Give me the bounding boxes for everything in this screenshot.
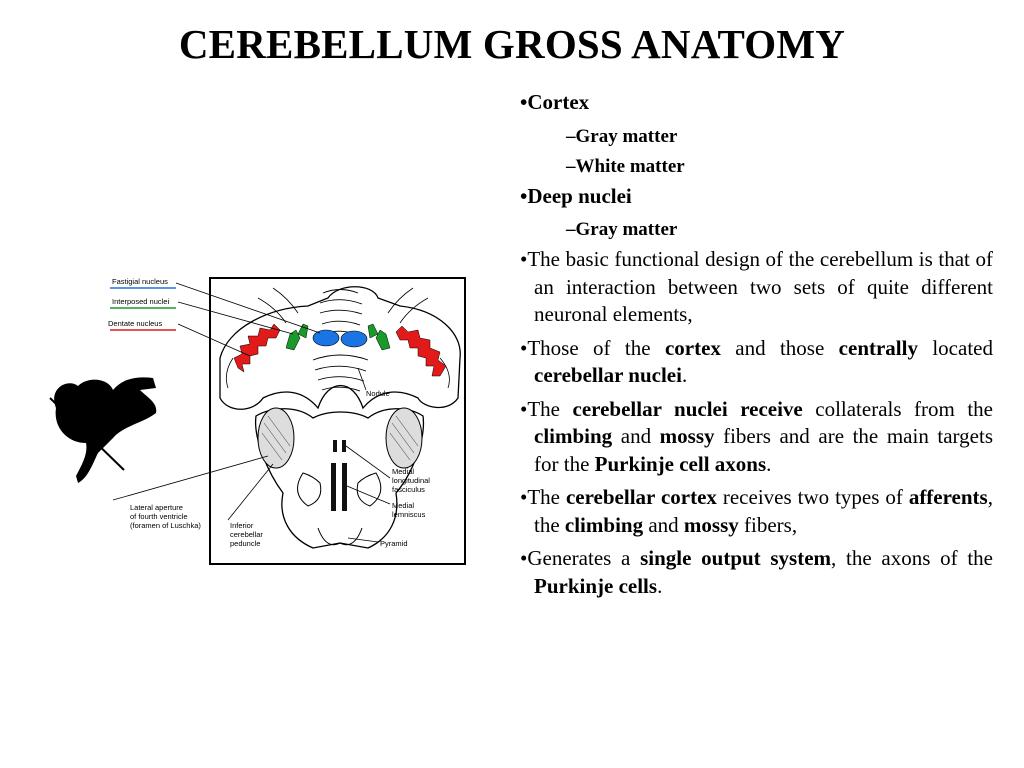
label-nodule: Nodule	[366, 389, 390, 398]
mlf-right	[342, 440, 346, 452]
interposed-nucleus-right	[376, 330, 390, 350]
label-inferior-peduncle-3: peduncle	[230, 539, 261, 548]
medial-lemniscus-left	[331, 463, 336, 511]
label-mlf-2: longitudinal	[392, 476, 430, 485]
subbullet-cortex-white: –White matter	[566, 155, 685, 177]
subbullet-deep-gray: –Gray matter	[566, 219, 678, 240]
cerebellum-cross-section-figure	[28, 238, 488, 590]
label-interposed-nuclei: Interposed nuclei	[112, 297, 170, 306]
label-mlf-1: Medial	[392, 467, 415, 476]
dentate-nucleus-left	[234, 324, 280, 372]
bullet-output-system: •Generates a single output system, the axons of the Purkinje cells.	[520, 546, 993, 598]
slide-title: CEREBELLUM GROSS ANATOMY	[178, 21, 846, 67]
label-fastigial-nucleus: Fastigial nucleus	[112, 277, 168, 286]
label-inferior-peduncle-2: cerebellar	[230, 530, 263, 539]
medial-lemniscus-right	[342, 463, 347, 511]
label-inferior-peduncle-1: Inferior	[230, 521, 254, 530]
fastigial-nucleus-left	[313, 330, 339, 346]
dentate-nucleus-right	[396, 326, 446, 376]
bullet-deep-nuclei: •Deep nuclei	[520, 183, 632, 208]
bullet-nuclei-receive: •The cerebellar nuclei receive collaterals from the climbing and mossy fibers and are the main targets for the Purkinje cell axons.	[520, 396, 993, 476]
label-medial-lemniscus-1: Medial	[392, 501, 415, 510]
label-lateral-aperture-2: of fourth ventricle	[130, 512, 188, 521]
fastigial-nucleus-right	[341, 331, 367, 347]
inferior-cerebellar-peduncle-right	[386, 408, 422, 468]
brain-orientation-inset	[50, 377, 156, 483]
label-lateral-aperture-3: (foramen of Luschka)	[130, 521, 201, 530]
label-lateral-aperture-1: Lateral aperture	[130, 503, 183, 512]
bullet-list	[520, 89, 993, 606]
label-pyramid: Pyramid	[380, 539, 408, 548]
bullet-functional-design: •The basic functional design of the cerebellum is that of an interaction between two sets of quite different neuronal elements,	[520, 247, 993, 326]
label-dentate-nucleus: Dentate nucleus	[108, 319, 163, 328]
label-medial-lemniscus-2: lemniscus	[392, 510, 426, 519]
subbullet-cortex-gray: –Gray matter	[566, 125, 678, 147]
bullet-cortex: •Cortex	[520, 90, 590, 114]
pyramid	[318, 528, 362, 545]
label-mlf-3: fasciculus	[392, 485, 425, 494]
inferior-cerebellar-peduncle-left	[258, 408, 294, 468]
mlf-left	[333, 440, 337, 452]
bullet-cortex-and-nuclei: •Those of the cortex and those centrally located cerebellar nuclei.	[520, 335, 993, 387]
bullet-cortex-afferents: •The cerebellar cortex receives two types of afferents, the climbing and mossy fibers,	[520, 485, 993, 537]
